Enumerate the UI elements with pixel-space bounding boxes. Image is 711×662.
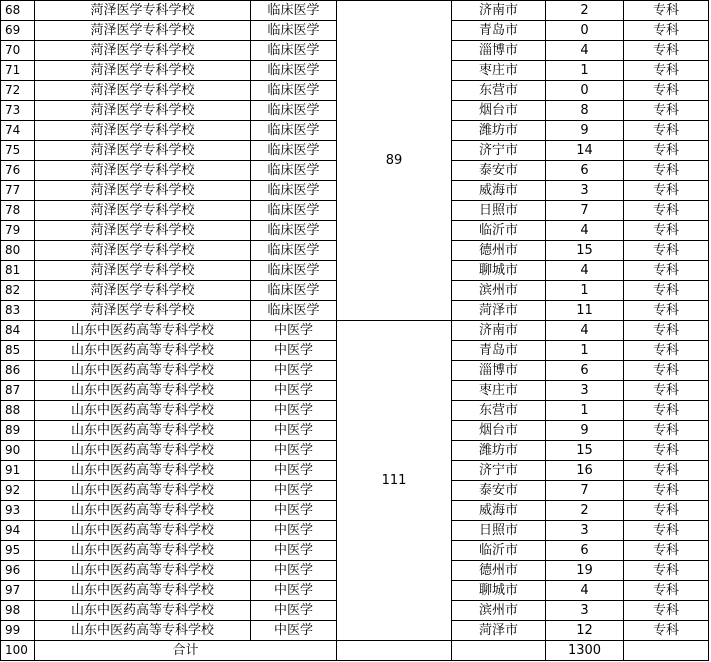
school-cell[interactable]: 山东中医药高等专科学校 [35, 601, 251, 621]
count-cell[interactable]: 3 [546, 181, 624, 201]
count-cell[interactable]: 12 [546, 621, 624, 641]
row-number: 90 [1, 441, 35, 461]
row-number: 85 [1, 341, 35, 361]
major-cell[interactable]: 中医学 [251, 441, 337, 461]
major-cell[interactable]: 临床医学 [251, 301, 337, 321]
city-cell[interactable]: 聊城市 [452, 581, 546, 601]
school-cell[interactable]: 菏泽医学专科学校 [35, 61, 251, 81]
major-cell[interactable]: 中医学 [251, 481, 337, 501]
city-cell[interactable]: 菏泽市 [452, 621, 546, 641]
city-cell[interactable]: 淄博市 [452, 361, 546, 381]
row-number: 74 [1, 121, 35, 141]
city-cell[interactable]: 日照市 [452, 521, 546, 541]
city-cell[interactable]: 威海市 [452, 501, 546, 521]
row-number: 68 [1, 1, 35, 21]
city-cell[interactable]: 聊城市 [452, 261, 546, 281]
level-cell[interactable]: 专科 [624, 421, 709, 441]
level-cell[interactable]: 专科 [624, 301, 709, 321]
school-cell[interactable]: 山东中医药高等专科学校 [35, 461, 251, 481]
school-cell[interactable]: 菏泽医学专科学校 [35, 301, 251, 321]
empty-cell[interactable] [452, 641, 546, 661]
school-cell[interactable]: 菏泽医学专科学校 [35, 221, 251, 241]
major-cell[interactable]: 中医学 [251, 541, 337, 561]
city-cell[interactable]: 东营市 [452, 81, 546, 101]
school-cell[interactable]: 山东中医药高等专科学校 [35, 321, 251, 341]
city-cell[interactable]: 威海市 [452, 181, 546, 201]
count-cell[interactable]: 4 [546, 581, 624, 601]
row-number: 69 [1, 21, 35, 41]
grand-total[interactable]: 1300 [546, 641, 624, 661]
group-total-cell[interactable]: 89 [337, 1, 452, 321]
major-cell[interactable]: 临床医学 [251, 61, 337, 81]
level-cell[interactable]: 专科 [624, 481, 709, 501]
row-number: 92 [1, 481, 35, 501]
count-cell[interactable]: 6 [546, 361, 624, 381]
major-cell[interactable]: 临床医学 [251, 221, 337, 241]
empty-cell[interactable] [624, 641, 709, 661]
level-cell[interactable]: 专科 [624, 181, 709, 201]
count-cell[interactable]: 7 [546, 481, 624, 501]
school-cell[interactable]: 山东中医药高等专科学校 [35, 381, 251, 401]
major-cell[interactable]: 中医学 [251, 321, 337, 341]
level-cell[interactable]: 专科 [624, 441, 709, 461]
major-cell[interactable]: 中医学 [251, 581, 337, 601]
level-cell[interactable]: 专科 [624, 381, 709, 401]
level-cell[interactable]: 专科 [624, 521, 709, 541]
major-cell[interactable]: 临床医学 [251, 21, 337, 41]
school-cell[interactable]: 菏泽医学专科学校 [35, 121, 251, 141]
school-cell[interactable]: 菏泽医学专科学校 [35, 201, 251, 221]
table-row [1, 321, 709, 341]
level-cell[interactable]: 专科 [624, 601, 709, 621]
count-cell[interactable]: 9 [546, 421, 624, 441]
major-cell[interactable]: 临床医学 [251, 281, 337, 301]
major-cell[interactable]: 中医学 [251, 521, 337, 541]
school-cell[interactable]: 菏泽医学专科学校 [35, 81, 251, 101]
level-cell[interactable]: 专科 [624, 621, 709, 641]
level-cell[interactable]: 专科 [624, 121, 709, 141]
city-cell[interactable]: 烟台市 [452, 101, 546, 121]
count-cell[interactable]: 2 [546, 501, 624, 521]
major-cell[interactable]: 中医学 [251, 601, 337, 621]
row-number: 80 [1, 241, 35, 261]
major-cell[interactable]: 临床医学 [251, 81, 337, 101]
row-number: 99 [1, 621, 35, 641]
level-cell[interactable]: 专科 [624, 141, 709, 161]
major-cell[interactable]: 临床医学 [251, 121, 337, 141]
city-cell[interactable]: 济南市 [452, 321, 546, 341]
level-cell[interactable]: 专科 [624, 561, 709, 581]
level-cell[interactable]: 专科 [624, 161, 709, 181]
row-number: 93 [1, 501, 35, 521]
count-cell[interactable]: 4 [546, 261, 624, 281]
major-cell[interactable]: 中医学 [251, 361, 337, 381]
count-cell[interactable]: 3 [546, 601, 624, 621]
level-cell[interactable]: 专科 [624, 341, 709, 361]
city-cell[interactable]: 青岛市 [452, 21, 546, 41]
row-number: 91 [1, 461, 35, 481]
major-cell[interactable]: 中医学 [251, 461, 337, 481]
major-cell[interactable]: 中医学 [251, 501, 337, 521]
major-cell[interactable]: 临床医学 [251, 241, 337, 261]
school-cell[interactable]: 菏泽医学专科学校 [35, 141, 251, 161]
table-body [1, 1, 709, 661]
city-cell[interactable]: 滨州市 [452, 281, 546, 301]
row-number: 71 [1, 61, 35, 81]
empty-cell[interactable] [337, 641, 452, 661]
city-cell[interactable]: 泰安市 [452, 161, 546, 181]
count-cell[interactable]: 7 [546, 201, 624, 221]
row-number: 70 [1, 41, 35, 61]
count-cell[interactable]: 16 [546, 461, 624, 481]
major-cell[interactable]: 中医学 [251, 341, 337, 361]
city-cell[interactable]: 菏泽市 [452, 301, 546, 321]
row-number: 81 [1, 261, 35, 281]
major-cell[interactable]: 临床医学 [251, 101, 337, 121]
row-number: 95 [1, 541, 35, 561]
school-cell[interactable]: 菏泽医学专科学校 [35, 261, 251, 281]
school-cell[interactable]: 山东中医药高等专科学校 [35, 401, 251, 421]
level-cell[interactable]: 专科 [624, 261, 709, 281]
school-cell[interactable]: 菏泽医学专科学校 [35, 241, 251, 261]
count-cell[interactable]: 6 [546, 161, 624, 181]
row-number: 94 [1, 521, 35, 541]
school-cell[interactable]: 菏泽医学专科学校 [35, 101, 251, 121]
level-cell[interactable]: 专科 [624, 241, 709, 261]
count-cell[interactable]: 15 [546, 241, 624, 261]
level-cell[interactable]: 专科 [624, 321, 709, 341]
row-number: 79 [1, 221, 35, 241]
count-cell[interactable]: 19 [546, 561, 624, 581]
row-number: 84 [1, 321, 35, 341]
major-cell[interactable]: 中医学 [251, 621, 337, 641]
school-cell[interactable]: 菏泽医学专科学校 [35, 281, 251, 301]
count-cell[interactable]: 3 [546, 521, 624, 541]
level-cell[interactable]: 专科 [624, 221, 709, 241]
level-cell[interactable]: 专科 [624, 201, 709, 221]
level-cell[interactable]: 专科 [624, 1, 709, 21]
school-cell[interactable]: 山东中医药高等专科学校 [35, 421, 251, 441]
major-cell[interactable]: 中医学 [251, 561, 337, 581]
school-cell[interactable]: 山东中医药高等专科学校 [35, 361, 251, 381]
city-cell[interactable]: 枣庄市 [452, 381, 546, 401]
major-cell[interactable]: 中医学 [251, 401, 337, 421]
table-row [1, 1, 709, 21]
group-total-cell[interactable]: 111 [337, 321, 452, 641]
count-cell[interactable]: 8 [546, 101, 624, 121]
city-cell[interactable]: 德州市 [452, 241, 546, 261]
school-cell[interactable]: 山东中医药高等专科学校 [35, 481, 251, 501]
count-cell[interactable]: 14 [546, 141, 624, 161]
school-cell[interactable]: 山东中医药高等专科学校 [35, 621, 251, 641]
city-cell[interactable]: 青岛市 [452, 341, 546, 361]
major-cell[interactable]: 临床医学 [251, 261, 337, 281]
count-cell[interactable]: 15 [546, 441, 624, 461]
major-cell[interactable]: 临床医学 [251, 141, 337, 161]
row-number: 96 [1, 561, 35, 581]
total-label[interactable]: 合计 [35, 641, 337, 661]
row-number: 98 [1, 601, 35, 621]
row-number: 87 [1, 381, 35, 401]
total-row [1, 641, 709, 661]
school-cell[interactable]: 菏泽医学专科学校 [35, 181, 251, 201]
school-cell[interactable]: 山东中医药高等专科学校 [35, 501, 251, 521]
level-cell[interactable]: 专科 [624, 501, 709, 521]
city-cell[interactable]: 枣庄市 [452, 61, 546, 81]
row-number: 83 [1, 301, 35, 321]
school-cell[interactable]: 山东中医药高等专科学校 [35, 581, 251, 601]
major-cell[interactable]: 中医学 [251, 421, 337, 441]
row-number: 88 [1, 401, 35, 421]
level-cell[interactable]: 专科 [624, 541, 709, 561]
school-cell[interactable]: 菏泽医学专科学校 [35, 21, 251, 41]
count-cell[interactable]: 2 [546, 1, 624, 21]
city-cell[interactable]: 泰安市 [452, 481, 546, 501]
row-number: 82 [1, 281, 35, 301]
row-number: 78 [1, 201, 35, 221]
count-cell[interactable]: 1 [546, 281, 624, 301]
level-cell[interactable]: 专科 [624, 81, 709, 101]
row-number: 75 [1, 141, 35, 161]
row-number: 86 [1, 361, 35, 381]
row-number: 89 [1, 421, 35, 441]
school-cell[interactable]: 山东中医药高等专科学校 [35, 541, 251, 561]
major-cell[interactable]: 临床医学 [251, 41, 337, 61]
level-cell[interactable]: 专科 [624, 361, 709, 381]
level-cell[interactable]: 专科 [624, 401, 709, 421]
major-cell[interactable]: 中医学 [251, 381, 337, 401]
level-cell[interactable]: 专科 [624, 281, 709, 301]
count-cell[interactable]: 11 [546, 301, 624, 321]
school-cell[interactable]: 菏泽医学专科学校 [35, 1, 251, 21]
school-cell[interactable]: 山东中医药高等专科学校 [35, 441, 251, 461]
city-cell[interactable]: 潍坊市 [452, 121, 546, 141]
count-cell[interactable]: 4 [546, 41, 624, 61]
row-number: 76 [1, 161, 35, 181]
level-cell[interactable]: 专科 [624, 101, 709, 121]
row-number: 73 [1, 101, 35, 121]
count-cell[interactable]: 1 [546, 341, 624, 361]
city-cell[interactable]: 淄博市 [452, 41, 546, 61]
count-cell[interactable]: 4 [546, 221, 624, 241]
city-cell[interactable]: 德州市 [452, 561, 546, 581]
city-cell[interactable]: 东营市 [452, 401, 546, 421]
count-cell[interactable]: 9 [546, 121, 624, 141]
count-cell[interactable]: 0 [546, 81, 624, 101]
city-cell[interactable]: 日照市 [452, 201, 546, 221]
city-cell[interactable]: 潍坊市 [452, 441, 546, 461]
school-cell[interactable]: 菏泽医学专科学校 [35, 41, 251, 61]
major-cell[interactable]: 临床医学 [251, 181, 337, 201]
school-cell[interactable]: 山东中医药高等专科学校 [35, 561, 251, 581]
row-number: 100 [1, 641, 35, 661]
level-cell[interactable]: 专科 [624, 581, 709, 601]
city-cell[interactable]: 烟台市 [452, 421, 546, 441]
count-cell[interactable]: 3 [546, 381, 624, 401]
count-cell[interactable]: 1 [546, 61, 624, 81]
city-cell[interactable]: 临沂市 [452, 541, 546, 561]
count-cell[interactable]: 1 [546, 401, 624, 421]
row-number: 97 [1, 581, 35, 601]
school-cell[interactable]: 山东中医药高等专科学校 [35, 341, 251, 361]
major-cell[interactable]: 临床医学 [251, 1, 337, 21]
level-cell[interactable]: 专科 [624, 61, 709, 81]
level-cell[interactable]: 专科 [624, 41, 709, 61]
city-cell[interactable]: 临沂市 [452, 221, 546, 241]
city-cell[interactable]: 滨州市 [452, 601, 546, 621]
row-number: 77 [1, 181, 35, 201]
school-cell[interactable]: 菏泽医学专科学校 [35, 161, 251, 181]
count-cell[interactable]: 4 [546, 321, 624, 341]
row-number: 72 [1, 81, 35, 101]
major-cell[interactable]: 临床医学 [251, 161, 337, 181]
city-cell[interactable]: 济宁市 [452, 461, 546, 481]
count-cell[interactable]: 6 [546, 541, 624, 561]
major-cell[interactable]: 临床医学 [251, 201, 337, 221]
level-cell[interactable]: 专科 [624, 21, 709, 41]
city-cell[interactable]: 济宁市 [452, 141, 546, 161]
school-cell[interactable]: 山东中医药高等专科学校 [35, 521, 251, 541]
level-cell[interactable]: 专科 [624, 461, 709, 481]
city-cell[interactable]: 济南市 [452, 1, 546, 21]
count-cell[interactable]: 0 [546, 21, 624, 41]
